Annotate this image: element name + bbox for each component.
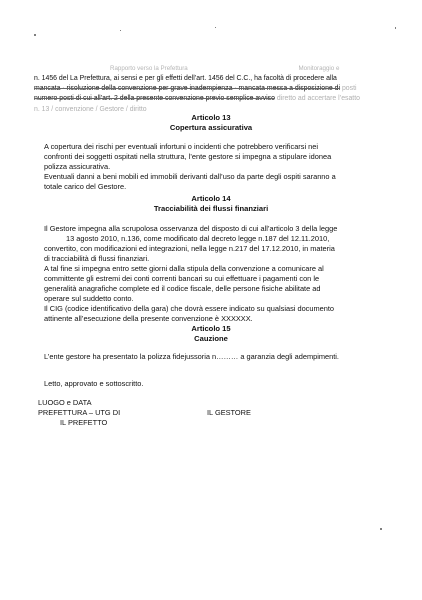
header-line — [34, 94, 392, 104]
faint-text: diretto ad accertare l’esatto — [276, 95, 360, 103]
article-14-body — [44, 224, 384, 324]
faint-text: posti — [341, 85, 357, 93]
struck-text: numero posti di cui all’art. 2 della presente convenzione previo semplice avviso — [34, 95, 275, 103]
header-line: n. 1456 del La Prefettura, ai sensi e per gli effetti dell’art. 1456 del C.C., ha facoltà di procedere alla — [34, 75, 337, 82]
article-15-body — [44, 352, 384, 362]
body-line: operare sul suddetto conto. — [44, 294, 134, 303]
article-13-body — [44, 142, 384, 192]
article-14-number: Articolo 14 — [191, 194, 231, 203]
body-line: totale carico del Gestore. — [44, 182, 127, 191]
signature-prefettura — [38, 398, 120, 428]
body-line: attinente all’esecuzione della presente convenzione è XXXXXX. — [44, 314, 253, 323]
body-line: Eventuali danni a beni mobili ed immobili derivanti dall’uso da parte degli ospiti saranno a — [44, 172, 336, 181]
gestore-label: IL GESTORE — [207, 408, 251, 417]
scan-speck — [395, 27, 396, 29]
body-line: committente gli estremi dei conti correnti bancari su cui effettuare i pagamenti con le — [44, 274, 320, 283]
scan-speck — [34, 34, 36, 36]
body-line: 13 agosto 2010, n.136, come modificato dal decreto legge n.187 del 12.11.2010, — [66, 234, 330, 243]
body-line: L’ente gestore ha presentato la polizza fidejussoria n……… a garanzia degli adempimenti. — [44, 352, 339, 361]
body-line: A tal fine si impegna entro sette giorni dalla stipula della convenzione a comunicare al — [44, 264, 324, 273]
header-block — [34, 74, 392, 115]
header-line: n. 13 / convenzione / Gestore / diritto — [34, 105, 147, 113]
article-13-title: Copertura assicurativa — [169, 123, 253, 132]
faded-fragment: Monitoraggio e — [298, 65, 340, 72]
faded-fragment: Rapporto verso la Prefettura — [110, 65, 188, 72]
bleed-through-text — [40, 64, 385, 74]
closing-line: Letto, approvato e sottoscritto. — [44, 379, 144, 388]
scan-speck — [215, 27, 216, 28]
scan-speck — [120, 30, 121, 31]
article-15-title: Cauzione — [194, 334, 228, 343]
article-14-title: Tracciabilità dei flussi finanziari — [153, 204, 269, 213]
body-line: generalità anagrafiche complete ed il codice fiscale, delle persone fisiche abilitate ad — [44, 284, 321, 293]
article-15-number: Articolo 15 — [191, 324, 231, 333]
body-line: Il CIG (codice identificativo della gara) che dovrà essere indicato su qualsiasi documento — [44, 304, 335, 313]
body-line: A copertura dei rischi per eventuali infortuni o incidenti che potrebbero verificarsi nei — [44, 142, 319, 151]
place-date-label: LUOGO e DATA — [38, 398, 92, 407]
scan-speck — [380, 528, 382, 530]
prefettura-label: PREFETTURA – UTG DI — [38, 408, 121, 417]
struck-text: mancata · risoluzione della convenzione per grave inadempienza · mancata messa a disposizione di — [34, 85, 341, 93]
closing-statement — [44, 379, 384, 389]
body-line: polizza assicurativa. — [44, 162, 111, 171]
body-line: di tracciabilità di flussi finanziari. — [44, 254, 150, 263]
prefetto-label: IL PREFETTO — [60, 418, 108, 427]
body-line: confronti dei soggetti ospitati nella struttura, l’ente gestore si impegna a stipulare idonea — [44, 152, 332, 161]
signature-gestore — [207, 408, 251, 418]
body-line: convertito, con modificazioni ed integrazioni, nella legge n.217 del 17.12.2010, in materia — [44, 244, 335, 253]
body-line: Il Gestore impegna alla scrupolosa osservanza del disposto di cui all’articolo 3 della legge — [44, 224, 338, 233]
article-13-number: Articolo 13 — [191, 113, 231, 122]
header-line — [34, 84, 392, 94]
